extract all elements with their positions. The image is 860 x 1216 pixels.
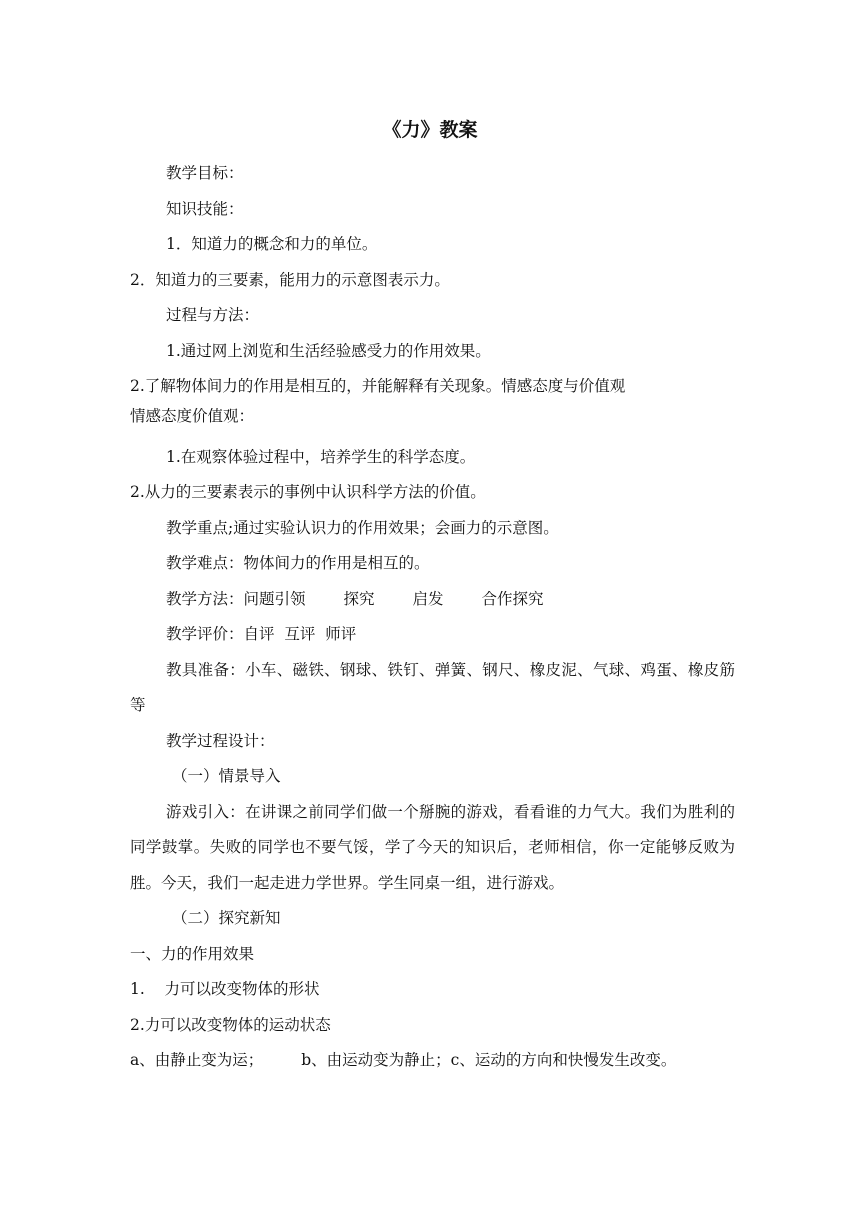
process-item-2: 2.了解物体间力的作用是相互的，并能解释有关现象。情感态度与价值观 — [130, 377, 626, 395]
knowledge-item-2: 2．知道力的三要素，能用力的示意图表示力。 — [130, 270, 450, 289]
effect-item-1: 1. 力可以改变物体的形状 — [130, 980, 320, 998]
effect-detail-bc: b、由运动变为静止；c、运动的方向和快慢发生改变。 — [301, 1051, 677, 1069]
objectives-heading: 教学目标： — [166, 164, 244, 182]
effect-item-2-details — [130, 1043, 735, 1079]
process-item-1: 1.通过网上浏览和生活经验感受力的作用效果。 — [166, 341, 491, 360]
teaching-equipment: 教具准备：小车、磁铁、钢球、铁钉、弹簧、钢尺、橡皮泥、气球、鸡蛋、橡皮筋等 — [130, 660, 735, 714]
process-design-heading: 教学过程设计： — [166, 731, 275, 750]
method-explore: 探究 — [343, 589, 375, 608]
method-cooperate: 合作探究 — [481, 589, 544, 608]
part-1-heading: 一、力的作用效果 — [130, 944, 255, 963]
methods-label: 教学方法：问题引领 — [166, 589, 306, 608]
section-2-heading: （二）探究新知 — [172, 909, 281, 927]
method-inspire: 启发 — [412, 589, 444, 608]
document-title: 《力》教案 — [382, 119, 478, 141]
section-1-heading: （一）情景导入 — [172, 767, 281, 785]
teaching-methods — [130, 582, 735, 618]
document-body — [130, 156, 735, 1079]
process-heading: 过程与方法： — [166, 306, 260, 324]
difficulties: 教学难点：物体间力的作用是相互的。 — [166, 554, 430, 572]
key-points: 教学重点;通过实验认识力的作用效果；会画力的示意图。 — [166, 518, 559, 537]
intro-paragraph: 游戏引入：在讲课之前同学们做一个掰腕的游戏，看看谁的力气大。我们为胜利的同学鼓掌。失败的同学也不要气馁，学了今天的知识后，老师相信，你一定能够反败为胜。今天，我们一起走进力学世界。学生同桌一组，进行游戏。 — [130, 802, 735, 892]
effect-item-2: 2.力可以改变物体的运动状态 — [130, 1015, 331, 1034]
attitude-heading: 情感态度价值观： — [130, 406, 255, 425]
teaching-evaluation: 教学评价：自评 互评 师评 — [166, 625, 357, 643]
knowledge-heading: 知识技能： — [166, 199, 244, 218]
effect-detail-a: a、由静止变为运； — [130, 1051, 264, 1069]
attitude-item-2: 2.从力的三要素表示的事例中认识科学方法的价值。 — [130, 483, 486, 501]
attitude-item-1: 1.在观察体验过程中，培养学生的科学态度。 — [166, 447, 476, 466]
knowledge-item-1: 1．知道力的概念和力的单位。 — [166, 235, 378, 253]
